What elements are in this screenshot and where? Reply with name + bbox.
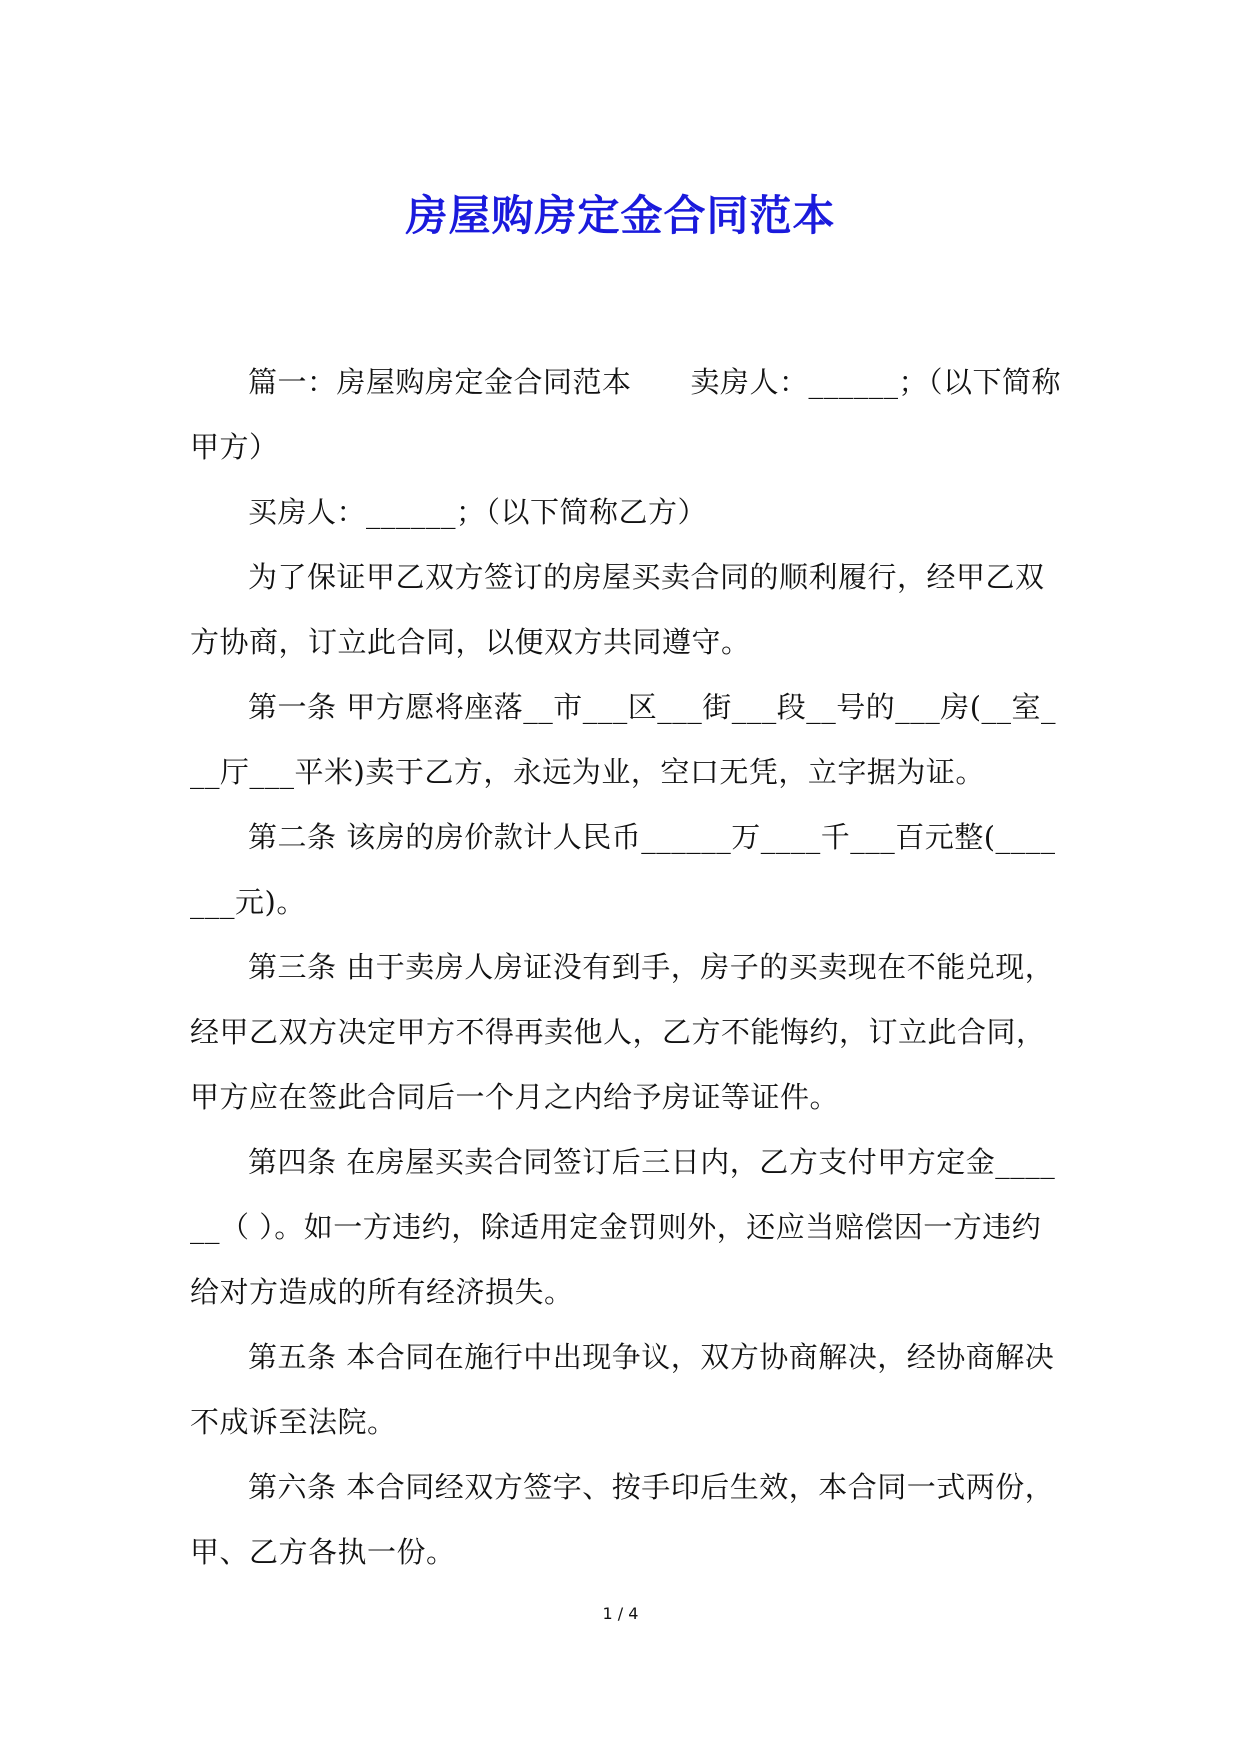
paragraph-article-4: 第四条 在房屋买卖合同签订后三日内，乙方支付甲方定金______（ ）。如一方违约，除适用定金罚则外，还应当赔偿因一方违约给对方造成的所有经济损失。 bbox=[190, 1145, 1056, 1309]
paragraph-article-6: 第六条 本合同经双方签字、按手印后生效，本合同一式两份，甲、乙方各执一份。 bbox=[190, 1470, 1055, 1569]
paragraph-intro-seller: 篇一：房屋购房定金合同范本 卖房人：______；（以下简称甲方） bbox=[190, 365, 1062, 464]
paragraph-article-3: 第三条 由于卖房人房证没有到手，房子的买卖现在不能兑现，经甲乙双方决定甲方不得再卖他人，乙方不能悔约，订立此合同，甲方应在签此合同后一个月之内给予房证等证件。 bbox=[190, 950, 1055, 1114]
paragraph-buyer: 买房人：______；（以下简称乙方） bbox=[248, 495, 708, 529]
page-number: 1 / 4 bbox=[602, 1604, 639, 1623]
paragraph-purpose: 为了保证甲乙双方签订的房屋买卖合同的顺利履行，经甲乙双方协商，订立此合同，以便双方共同遵守。 bbox=[190, 560, 1045, 659]
paragraph-article-1: 第一条 甲方愿将座落__市___区___街___段__号的___房(__室___厅___平米)卖于乙方，永远为业，空口无凭，立字据为证。 bbox=[190, 690, 1057, 789]
paragraph-article-5: 第五条 本合同在施行中出现争议，双方协商解决，经协商解决不成诉至法院。 bbox=[190, 1340, 1055, 1439]
document-title: 房屋购房定金合同范本 bbox=[405, 191, 836, 241]
paragraph-article-2: 第二条 该房的房价款计人民币______万____千___百元整(_______元)。 bbox=[190, 820, 1056, 919]
document-body bbox=[190, 350, 1062, 1585]
